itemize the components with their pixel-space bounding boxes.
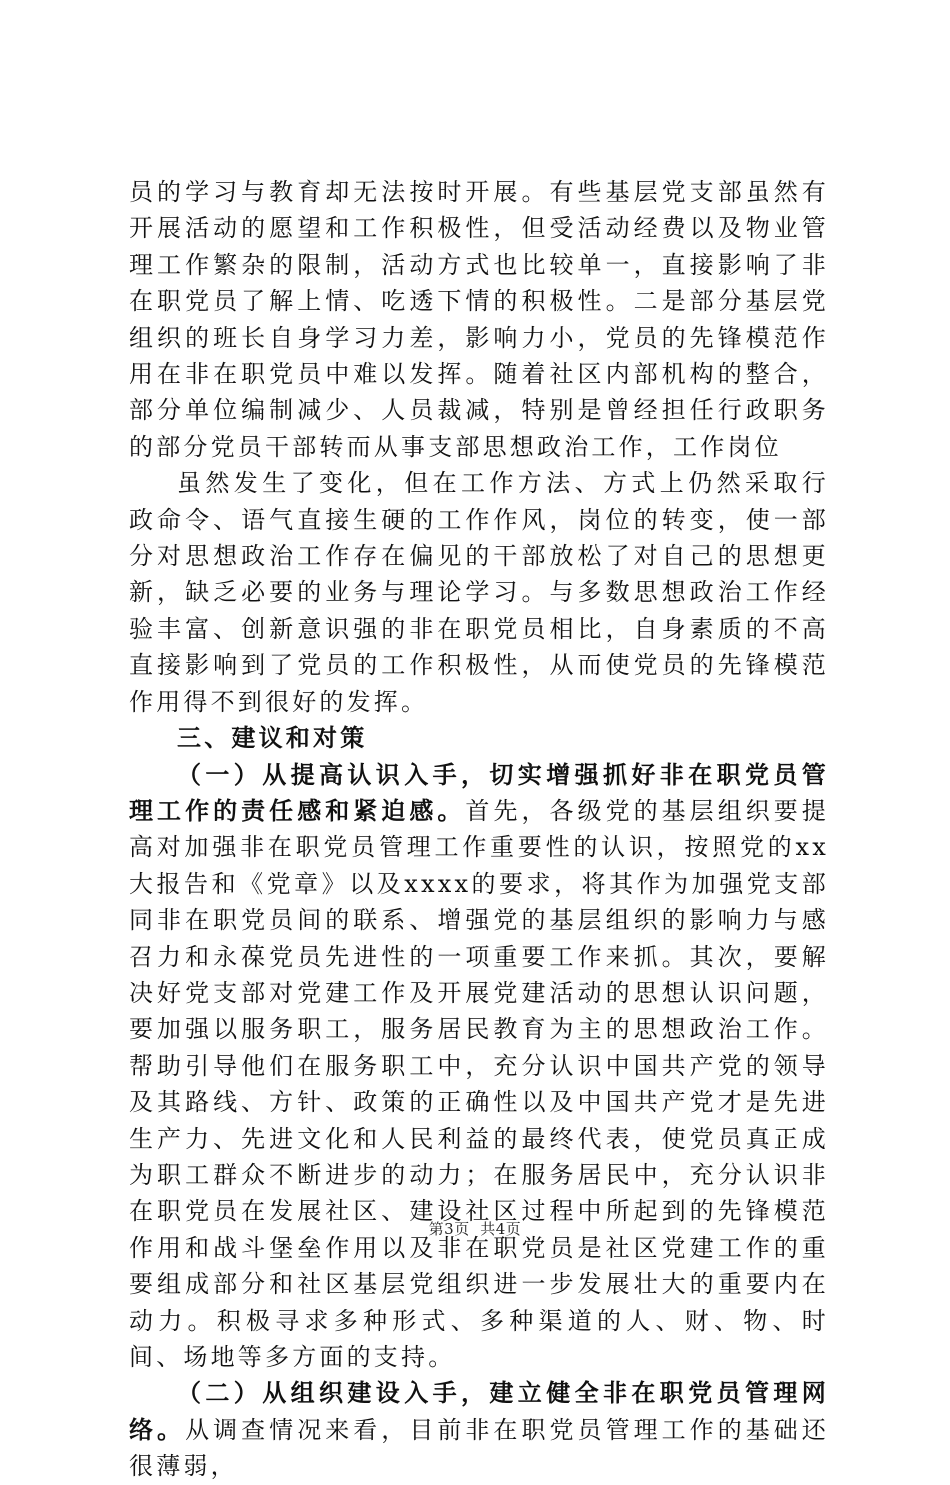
paragraph-2: 虽然发生了变化，但在工作方法、方式上仍然采取行政命令、语气直接生硬的工作作风，岗位的转变，使一部分对思想政治工作存在偏见的干部放松了对自己的思想更新，缺乏必要的业务与理论学习。与多数思想政治工作经验丰富、创新意识强的非在职党员相比，自身素质的不高直接影响到了党员的工作积极性，从而使党员的先锋模范作用得不到很好的发挥。 <box>129 469 829 716</box>
page-total: 共4页 <box>480 1220 522 1238</box>
paragraph-4-body: 从调查情况来看，目前非在职党员管理工作的基础还很薄弱， <box>129 1415 829 1481</box>
document-body <box>129 174 829 1485</box>
section-heading-3: 三、建议和对策 <box>177 724 368 753</box>
paragraph-3-body: 首先，各级党的基层组织要提高对加强非在职党员管理工作重要性的认识，按照党的xx大报告和《党章》以及xxxx的要求，将其作为加强党支部同非在职党员间的联系、增强党的基层组织的影响力与感召力和永葆党员先进性的一项重要工作来抓。其次，要解决好党支部对党建工作及开展党建活动的思想认识问题，要加强以服务职工，服务居民教育为主的思想政治工作。帮助引导他们在服务职工中，充分认识中国共产党的领导及其路线、方针、政策的正确性以及中国共产党才是先进生产力、先进文化和人民利益的最终代表，使党员真正成为职工群众不断进步的动力；在服务居民中，充分认识非在职党员在发展社区、建设社区过程中所起到的先锋模范作用和战斗堡垒作用以及非在职党员是社区党建工作的重要组成部分和社区基层党组织进一步发展壮大的重要内在动力。积极寻求多种形式、多种渠道的人、财、物、时间、场地等多方面的支持。 <box>129 796 829 1371</box>
paragraph-3-lead: （一）从提高认识入手，切实增强抓好非在职党员管理工作的责任感和紧迫感。 <box>129 760 829 825</box>
paragraph-4-lead: （二）从组织建设入手，建立健全非在职党员管理网络。 <box>129 1379 829 1444</box>
paragraph-4 <box>129 1375 829 1484</box>
page-footer <box>0 1218 950 1239</box>
page-number: 第3页 <box>428 1220 470 1238</box>
paragraph-1: 员的学习与教育却无法按时开展。有些基层党支部虽然有开展活动的愿望和工作积极性，但受活动经费以及物业管理工作繁杂的限制，活动方式也比较单一，直接影响了非在职党员了解上情、吃透下情的积极性。二是部分基层党组织的班长自身学习力差，影响力小，党员的先锋模范作用在非在职党员中难以发挥。随着社区内部机构的整合，部分单位编制减少、人员裁减，特别是曾经担任行政职务的部分党员干部转而从事支部思想政治工作，工作岗位 <box>129 178 829 461</box>
paragraph-3 <box>129 757 829 1376</box>
